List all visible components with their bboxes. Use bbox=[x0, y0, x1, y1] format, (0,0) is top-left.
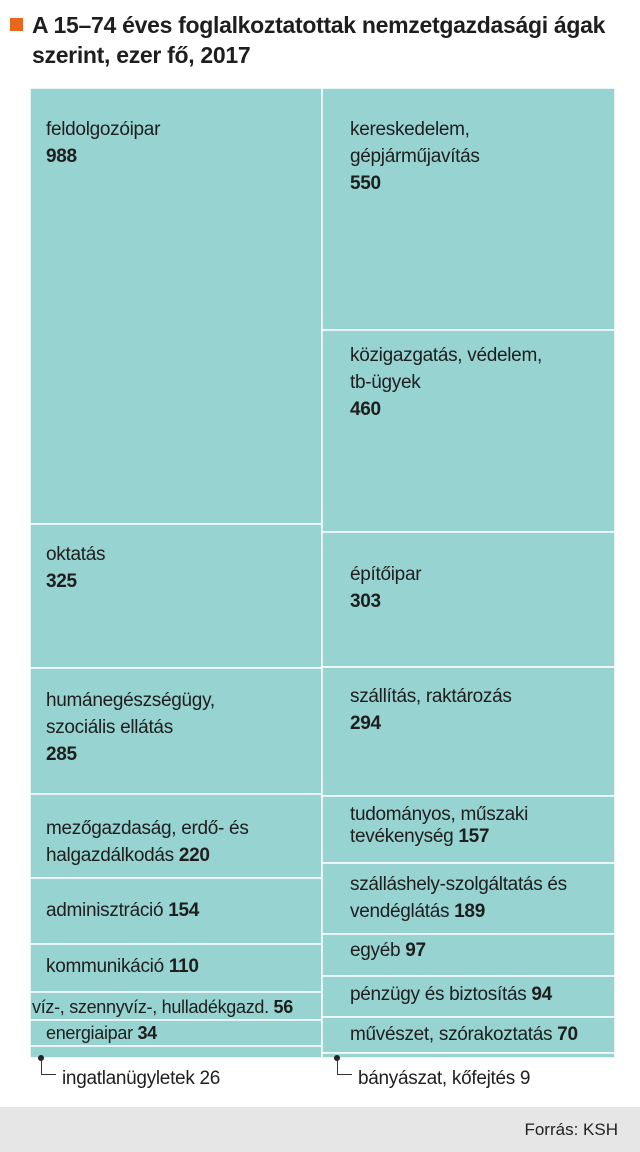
cell-label: adminisztráció bbox=[46, 900, 164, 921]
cell-value: 110 bbox=[168, 956, 199, 977]
cell-label: feldolgozóipar bbox=[46, 119, 161, 140]
cell-szallitas bbox=[350, 683, 612, 737]
cell-adminisztracio bbox=[46, 897, 321, 924]
cell-energiaipar bbox=[46, 1021, 321, 1045]
cell-value: 285 bbox=[46, 744, 77, 765]
cell-humanegeszsegugy bbox=[46, 687, 306, 768]
cell-value: 325 bbox=[46, 571, 77, 592]
cell-label: energiaipar bbox=[46, 1023, 133, 1043]
cell-label: szállítás, raktározás bbox=[350, 686, 512, 707]
cell-label: kommunikáció bbox=[46, 956, 164, 977]
cell-label: egyéb bbox=[350, 940, 401, 961]
cell-muveszet bbox=[350, 1021, 614, 1048]
cell-value: 94 bbox=[531, 984, 552, 1005]
cell-epitoipar bbox=[350, 561, 612, 615]
cell-label: szociális ellátás bbox=[46, 717, 173, 738]
cell-label: tevékenység bbox=[350, 826, 454, 847]
cell-label: szálláshely-szolgáltatás és bbox=[350, 874, 567, 895]
cell-oktatas bbox=[46, 541, 306, 595]
cell-label: építőipar bbox=[350, 564, 422, 585]
banyaszat-leader-line bbox=[337, 1058, 352, 1075]
cell-label: tudományos, műszaki bbox=[350, 804, 529, 825]
ingatlan-leader-line bbox=[41, 1058, 56, 1075]
cell-value: 34 bbox=[137, 1023, 157, 1043]
chart-title: A 15–74 éves foglalkoztatottak nemzetgazdasági ágak szerint, ezer fő, 2017 bbox=[32, 12, 606, 68]
label-banyaszat: bányászat, kőfejtés 9 bbox=[358, 1068, 531, 1089]
cell-szallashely bbox=[350, 871, 614, 925]
cell-value: 70 bbox=[557, 1024, 578, 1045]
cell-value: 988 bbox=[46, 146, 77, 167]
cell-value: 294 bbox=[350, 713, 381, 734]
cell-mezogazdasag bbox=[46, 815, 321, 869]
label-ingatlanugyletek: ingatlanügyletek 26 bbox=[62, 1068, 221, 1089]
cell-label: halgazdálkodás bbox=[46, 845, 174, 866]
cell-value: 56 bbox=[273, 997, 293, 1017]
cell-value: 303 bbox=[350, 591, 381, 612]
cell-label: tb-ügyek bbox=[350, 372, 421, 393]
cell-kommunikacio bbox=[46, 953, 321, 980]
cell-value: 157 bbox=[458, 826, 490, 847]
cell-label: gépjárműjavítás bbox=[350, 146, 480, 167]
cell-kereskedelem bbox=[350, 116, 612, 197]
cell-value: 189 bbox=[454, 901, 485, 922]
cell-egyeb bbox=[350, 937, 612, 964]
cell-label: vendéglátás bbox=[350, 901, 450, 922]
rect-banyaszat bbox=[322, 1053, 615, 1058]
cell-label: közigazgatás, védelem, bbox=[350, 345, 542, 366]
rect-ingatlanugyletek bbox=[30, 1046, 322, 1058]
cell-feldolgozoipar bbox=[46, 116, 306, 170]
cell-label: víz-, szennyvíz-, hulladékgazd. bbox=[32, 997, 269, 1017]
cell-value: 460 bbox=[350, 399, 381, 420]
source-footer bbox=[0, 1107, 640, 1152]
cell-label: mezőgazdaság, erdő- és bbox=[46, 818, 249, 839]
cell-value: 154 bbox=[168, 900, 200, 921]
cell-label: oktatás bbox=[46, 544, 106, 565]
cell-label: művészet, szórakoztatás bbox=[350, 1024, 553, 1045]
cell-label: kereskedelem, bbox=[350, 119, 470, 140]
cell-kozigazgatas bbox=[350, 342, 612, 423]
cell-value: 220 bbox=[178, 845, 210, 866]
cell-value: 550 bbox=[350, 173, 381, 194]
cell-label: humánegészségügy, bbox=[46, 690, 215, 711]
title-marker-square bbox=[10, 18, 23, 31]
cell-value: 97 bbox=[405, 940, 426, 961]
cell-penzugy bbox=[350, 981, 612, 1008]
cell-tudomanyos bbox=[350, 804, 612, 848]
cell-viz bbox=[32, 994, 324, 1021]
source-label: Forrás: KSH bbox=[524, 1120, 618, 1139]
cell-label: pénzügy és biztosítás bbox=[350, 984, 527, 1005]
treemap bbox=[30, 88, 615, 1058]
